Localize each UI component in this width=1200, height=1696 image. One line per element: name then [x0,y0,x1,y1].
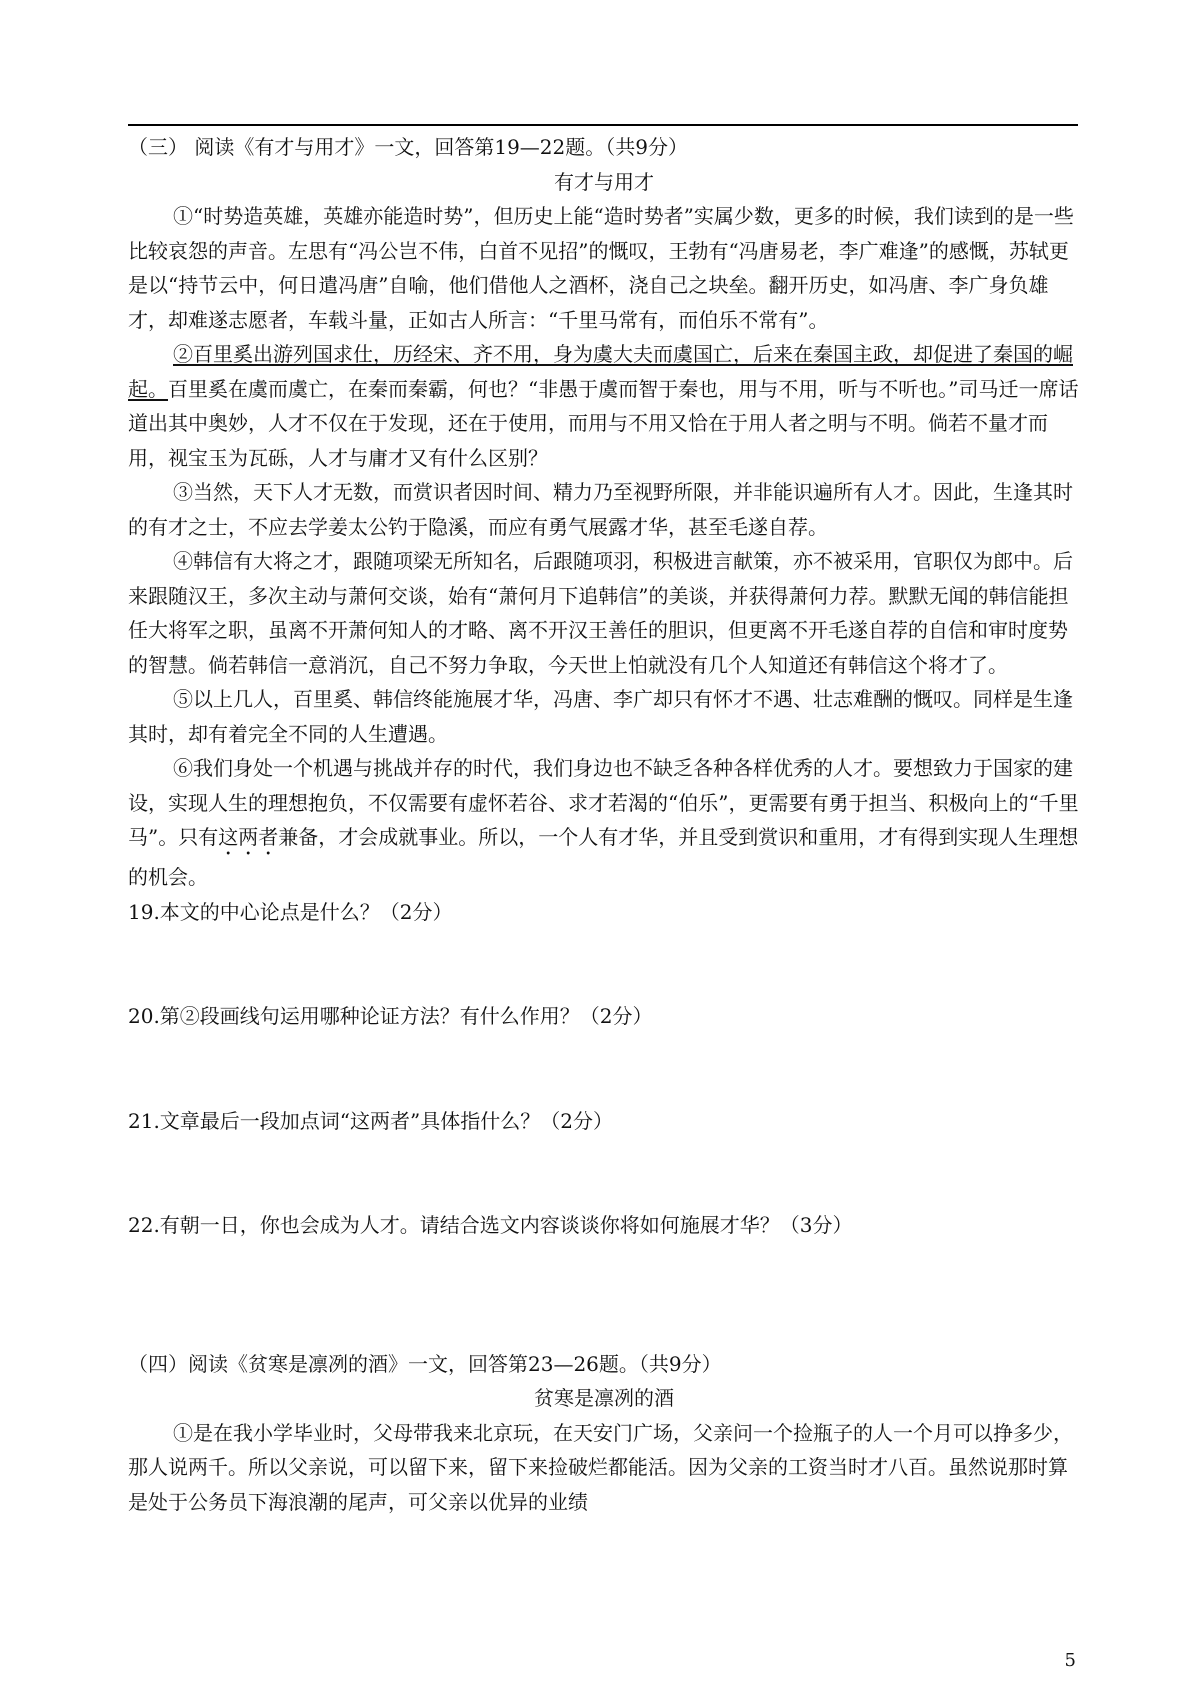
page-number: 5 [1064,1650,1076,1671]
article-1-title: 有才与用才 [554,169,654,194]
paragraph-6-part-a: ⑥我们身处一个机遇与挑战并存的时代，我们身边也不缺乏各种各样优秀的人才。要想致力于国家的建设，实现人生的理想抱负，不仅需要有虚怀若谷、求才若渴的“伯乐”，更需要有勇于担当、积极向上的“千里马”。只有 [128,756,1079,849]
article-2-title: 贫寒是凛冽的酒 [534,1386,674,1410]
article-1-paragraph-1: ①“时势造英雄，英雄亦能造时势”，但历史上能“造时势者”实属少数，更多的时候，我们读到的是一些比较哀怨的声音。左思有“冯公岂不伟，白首不见招”的慨叹，王勃有“冯唐易老，李广难逢”的感慨，苏轼更是以“持节云中，何日遣冯唐”自喻，他们借他人之酒杯，浇自己之块垒。翻开历史，如冯唐、李广身负雄才，却难遂志愿者，车载斗量，正如古人所言：“千里马常有，而伯乐不常有”。 [128,204,1074,332]
article-1-paragraph-4: ④韩信有大将之才，跟随项梁无所知名，后跟随项羽，积极进言献策，亦不被采用，官职仅为郎中。后来跟随汉王，多次主动与萧何交谈，始有“萧何月下追韩信”的美谈，并获得萧何力荐。默默无闻的韩信能担任大将军之职，虽离不开萧何知人的才略、离不开汉王善任的胆识，但更离不开毛遂自荐的自信和审时度势的智慧。倘若韩信一意消沉，自己不努力争取，今天世上怕就没有几个人知道还有韩信这个将才了。 [128,549,1073,677]
question-20: 20.第②段画线句运用哪种论证方法？有什么作用？（2分） [128,1004,653,1028]
header-rule [128,124,1078,126]
article-2-paragraph-1: ①是在我小学毕业时，父母带我来北京玩，在天安门广场，父亲问一个捡瓶子的人一个月可以挣多少，那人说两千。所以父亲说，可以留下来，留下来捡破烂都能活。因为父亲的工资当时才八百。虽然说那时算是处于公务员下海浪潮的尾声，可父亲以优异的业绩 [128,1420,1073,1514]
question-22: 22.有朝一日，你也会成为人才。请结合选文内容谈谈你将如何施展才华？（3分） [128,1213,853,1237]
section-3-instruction: （三） 阅读《有才与用才》一文，回答第19—22题。（共9分） [128,135,688,159]
dotted-word: 这两者 [218,825,279,849]
article-1-paragraph-2 [128,337,1080,475]
article-1-paragraph-6 [128,751,1080,895]
article-1-paragraph-3: ③当然，天下人才无数，而赏识者因时间、精力乃至视野所限，并非能识遍所有人才。因此，生逢其时的有才之士，不应去学姜太公钓于隐溪，而应有勇气展露才华，甚至毛遂自荐。 [128,480,1073,539]
section-4-instruction: （四）阅读《贫寒是凛冽的酒》一文，回答第23—26题。（共9分） [128,1351,722,1376]
paragraph-6-part-b: 兼备，才会成就事业。所以，一个人有才华，并且受到赏识和重用，才有得到实现人生理想的机会。 [128,825,1079,889]
article-1-paragraph-5: ⑤以上几人，百里奚、韩信终能施展才华，冯唐、李广却只有怀才不遇、壮志难酬的慨叹。同样是生逢其时，却有着完全不同的人生遭遇。 [128,687,1073,746]
underlined-sentence: ②百里奚出游列国求仕，历经宋、齐不用，身为虞大夫而虞国亡，后来在秦国主政，却促进了秦国的崛起。 [128,342,1073,401]
question-19: 19.本文的中心论点是什么？（2分） [128,899,453,924]
question-21: 21.文章最后一段加点词“这两者”具体指什么？（2分） [128,1108,613,1133]
paragraph-2-rest: 百里奚在虞而虞亡，在秦而秦霸，何也？“非愚于虞而智于秦也，用与不用，听与不听也。”司马迁一席话道出其中奥妙，人才不仅在于发现，还在于使用，而用与不用又恰在于用人者之明与不明。倘若不量才而用，视宝玉为瓦砾，人才与庸才又有什么区别？ [128,376,1079,470]
page-content [128,130,1080,1519]
